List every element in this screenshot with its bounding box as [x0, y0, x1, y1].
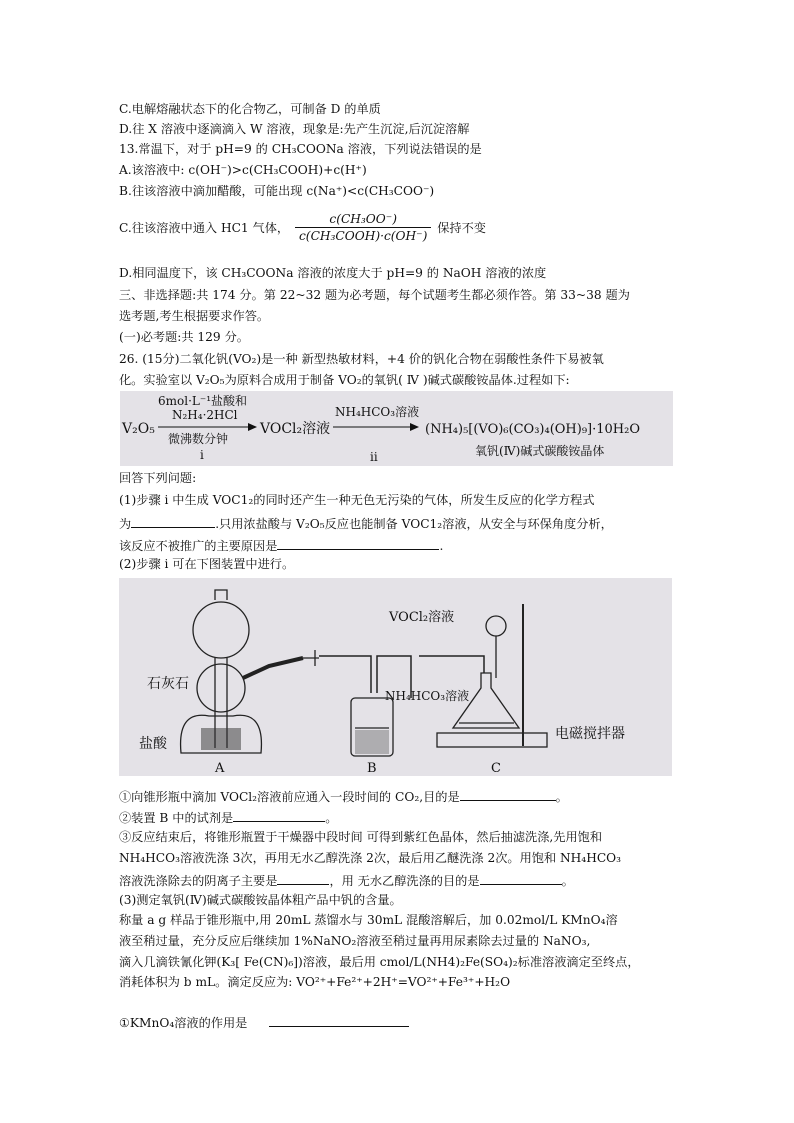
option-c-13 — [119, 211, 486, 244]
sub-question-2-text: ②装置 B 中的试剂是 — [119, 811, 234, 825]
label-limestone: 石灰石 — [147, 676, 189, 692]
fraction-numerator: c(CH₃OO⁻) — [295, 211, 431, 228]
sub-question-2-end: 。 — [325, 811, 338, 825]
option-d-13: D.相同温度下，该 CH₃COONa 溶液的浓度大于 pH=9 的 NaOH 溶液的浓度 — [119, 266, 547, 280]
synthesis-scheme — [120, 391, 673, 466]
kipp-top-bulb — [193, 602, 249, 658]
option-c-13-suffix: 保持不变 — [437, 221, 486, 235]
sub-question-3-mid: ，用 无水乙醇洗涤的目的是 — [329, 874, 480, 888]
option-c-13-text: C.往该溶液中通入 HC1 气体， — [119, 221, 290, 235]
scheme-product: (NH₄)₅[(VO)₆(CO₃)₄(OH)₉]·10H₂O — [425, 422, 640, 437]
gas-tube-bc — [419, 656, 484, 673]
apparatus-figure — [119, 578, 672, 776]
sub-question-1-text: ①向锥形瓶中滴加 VOCl₂溶液前应通入一段时间的 CO₂,目的是 — [119, 790, 460, 804]
answer-blank-equation[interactable] — [131, 514, 215, 528]
fraction-expression — [295, 211, 431, 244]
scheme-reagent-1: 6mol·L⁻¹盐酸和 — [158, 394, 248, 408]
label-nh4hco3-solution: NH₄HCO₃溶液 — [385, 689, 470, 703]
answer-blank-anion[interactable] — [277, 871, 329, 885]
section-3-line-2: 选考题,考生根据要求作答。 — [119, 309, 270, 323]
stopcock[interactable] — [303, 650, 319, 666]
sub-question-1 — [119, 787, 568, 805]
scheme-step-1: i — [200, 448, 204, 462]
connecting-tube — [243, 658, 303, 678]
method-line-2: 液至稍过量，充分反应后继续加 1%NaNO₂溶液至稍过量再用尿素除去过量的 NaNO₃, — [119, 934, 591, 948]
answer-blank-reagent-b[interactable] — [233, 808, 325, 822]
scheme-product-name: 氧钒(Ⅳ)碱式碳酸铵晶体 — [475, 444, 605, 458]
sub-question-2 — [119, 808, 337, 826]
answer-blank-kmno4[interactable] — [269, 1013, 409, 1027]
sub-question-3-line-3 — [119, 871, 574, 889]
arrow-head-2 — [410, 423, 419, 431]
part-1-line-2 — [119, 514, 613, 532]
option-a-13: A.该溶液中: c(OH⁻)>c(CH₃COOH)+c(H⁺) — [119, 163, 367, 177]
fraction-denominator: c(CH₃COOH)·c(OH⁻) — [298, 229, 428, 243]
sub-question-3-text: 溶液洗涤除去的阴离子主要是 — [119, 874, 278, 888]
part-2-heading: (2)步骤 i 可在下图装置中进行。 — [119, 557, 295, 571]
label-c: C — [491, 761, 501, 776]
sub-question-3-line-1: ③反应结束后，将锥形瓶置于干燥器中段时间 可得到紫红色晶体，然后抽滤洗涤,先用饱和 — [119, 830, 603, 844]
part-1-line-1: (1)步骤 i 中生成 VOC1₂的同时还产生一种无色无污染的气体，所发生反应的化学方程式 — [119, 493, 595, 507]
answer-blank-ethanol-purpose[interactable] — [480, 871, 562, 885]
question-26-line-2: 化。实验室以 V₂O₅为原料合成用于制备 VO₂的氧钒( Ⅳ )碱式碳酸铵晶体.过程如下: — [119, 373, 570, 387]
label-magnetic-stirrer: 电磁搅拌器 — [555, 726, 625, 742]
label-b: B — [367, 761, 377, 776]
scheme-intermediate: VOCl₂溶液 — [260, 421, 331, 437]
question-26-line-1: 26. (15分)二氧化钒(VO₂)是一种 新型热敏材料，+4 价的钒化合物在弱酸性条件下易被氧 — [119, 352, 604, 366]
dropping-funnel — [486, 616, 506, 636]
section-3-line-1: 三、非选择题:共 174 分。第 22~32 题为必考题，每个试题考生都必须作答。第 33~38 题为 — [119, 288, 630, 302]
required-heading: (一)必考题:共 129 分。 — [119, 330, 249, 344]
kmno4-question — [119, 1013, 409, 1031]
sub-question-3-end: 。 — [561, 874, 574, 888]
scheme-condition: 微沸数分钟 — [168, 432, 229, 446]
answer-blank-reason[interactable] — [277, 536, 439, 550]
answer-heading: 回答下列问题: — [119, 471, 197, 485]
answer-blank-co2-purpose[interactable] — [460, 787, 556, 801]
scheme-reagent-3: NH₄HCO₃溶液 — [335, 405, 420, 419]
label-hydrochloric-acid: 盐酸 — [139, 736, 167, 752]
arrow-head-1 — [248, 423, 257, 431]
bottle-liquid — [355, 730, 389, 754]
sub-question-1-end: 。 — [555, 790, 568, 804]
sub-question-3-line-2: NH₄HCO₃溶液洗涤 3次，再用无水乙醇洗涤 2次，最后用乙醚洗涤 2次。用饱和 NH₄HCO₃ — [119, 851, 622, 865]
acid-liquid — [201, 728, 241, 750]
kipp-top-neck — [215, 590, 227, 600]
option-c-12: C.电解熔融状态下的化合物乙，可制备 D 的单质 — [119, 102, 381, 116]
option-b-13: B.往该溶液中滴加醋酸，可能出现 c(Na⁺)<c(CH₃COO⁻) — [119, 184, 435, 198]
method-line-4: 消耗体积为 b mL。滴定反应为: VO²⁺+Fe²⁺+2H⁺=VO²⁺+Fe³⁺+H₂O — [119, 975, 511, 989]
kipp-middle-bulb — [197, 664, 245, 712]
option-d-12: D.往 X 溶液中逐滴滴入 W 溶液，现象是:先产生沉淀,后沉淀溶解 — [119, 122, 470, 136]
method-line-1: 称量 a g 样品于锥形瓶中,用 20mL 蒸馏水与 30mL 混酸溶解后，加 0.02mol/L KMnO₄溶 — [119, 913, 618, 927]
method-line-3: 滴入几滴铁氰化钾(K₃[ Fe(CN)₆])溶液，最后用 cmol/L(NH4)₂Fe(SO₄)₂标准溶液滴定至终点， — [119, 955, 640, 969]
scheme-reagent-2: N₂H₄·2HCl — [172, 408, 238, 422]
question-13: 13.常温下，对于 pH=9 的 CH₃COONa 溶液，下列说法错误的是 — [119, 142, 482, 156]
magnetic-stirrer[interactable] — [437, 733, 547, 747]
part-1-reason-text: 该反应不被推广的主要原因是 — [119, 539, 278, 553]
scheme-start: V₂O₅ — [122, 421, 155, 437]
scheme-step-2: ii — [370, 450, 378, 464]
kmno4-question-text: ①KMnO₄溶液的作用是 — [119, 1016, 248, 1030]
label-a: A — [215, 761, 225, 776]
part-3-heading: (3)测定氧钒(Ⅳ)碱式碳酸铵晶体粗产品中钒的含量。 — [119, 893, 402, 907]
part-1-end: . — [439, 539, 444, 553]
part-1-line-3 — [119, 536, 443, 554]
part-1-prefix: 为 — [119, 517, 132, 531]
label-vocl2-solution: VOCl₂溶液 — [389, 610, 455, 625]
part-1-text: .只用浓盐酸与 V₂O₅反应也能制备 VOC1₂溶液，从安全与环保角度分析， — [215, 517, 613, 531]
